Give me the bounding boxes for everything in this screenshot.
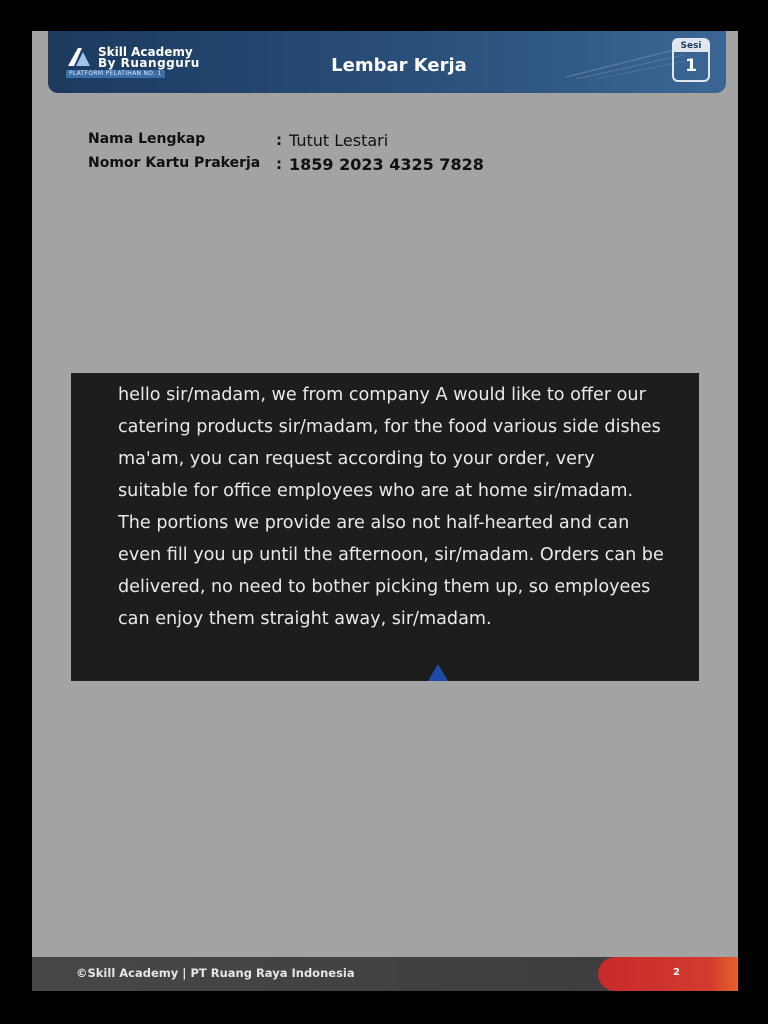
- name-label: Nama Lengkap: [88, 131, 206, 147]
- page-title: Lembar Kerja: [331, 55, 467, 76]
- selected-text-box[interactable]: [71, 373, 699, 681]
- worksheet-page: [32, 31, 738, 991]
- logo-text-line2: By Ruangguru: [98, 56, 200, 70]
- logo-tagline: PLATFORM PELATIHAN NO. 1: [66, 70, 165, 78]
- logo-text-line1: Skill Academy: [98, 45, 193, 59]
- body-paragraph[interactable]: hello sir/madam, we from company A would like to offer our catering products sir/madam, for the food various side dishes ma'am, you can request according to your order, very suitable for office employees who are at home sir/madam. The portions we provide are also not half-hearted and can even fill you up until the afternoon, sir/madam. Orders can be delivered, no need to bother picking them up, so employees can enjoy them straight away, sir/madam.: [118, 385, 664, 629]
- card-separator: :: [276, 155, 282, 173]
- session-badge: [672, 38, 710, 82]
- selection-handle-icon[interactable]: [428, 664, 448, 681]
- session-label: Sesi: [674, 40, 708, 52]
- name-separator: :: [276, 131, 282, 149]
- name-value: Tutut Lestari: [289, 131, 389, 150]
- footer-copyright: ©Skill Academy | PT Ruang Raya Indonesia: [76, 966, 355, 980]
- header-banner: [48, 31, 726, 93]
- card-value: 1859 2023 4325 7828: [289, 155, 484, 174]
- card-label: Nomor Kartu Prakerja: [88, 155, 261, 171]
- footer-accent: [598, 957, 738, 991]
- session-number: 1: [685, 56, 697, 76]
- page-number: 2: [673, 967, 680, 978]
- footer-bar: [32, 957, 738, 991]
